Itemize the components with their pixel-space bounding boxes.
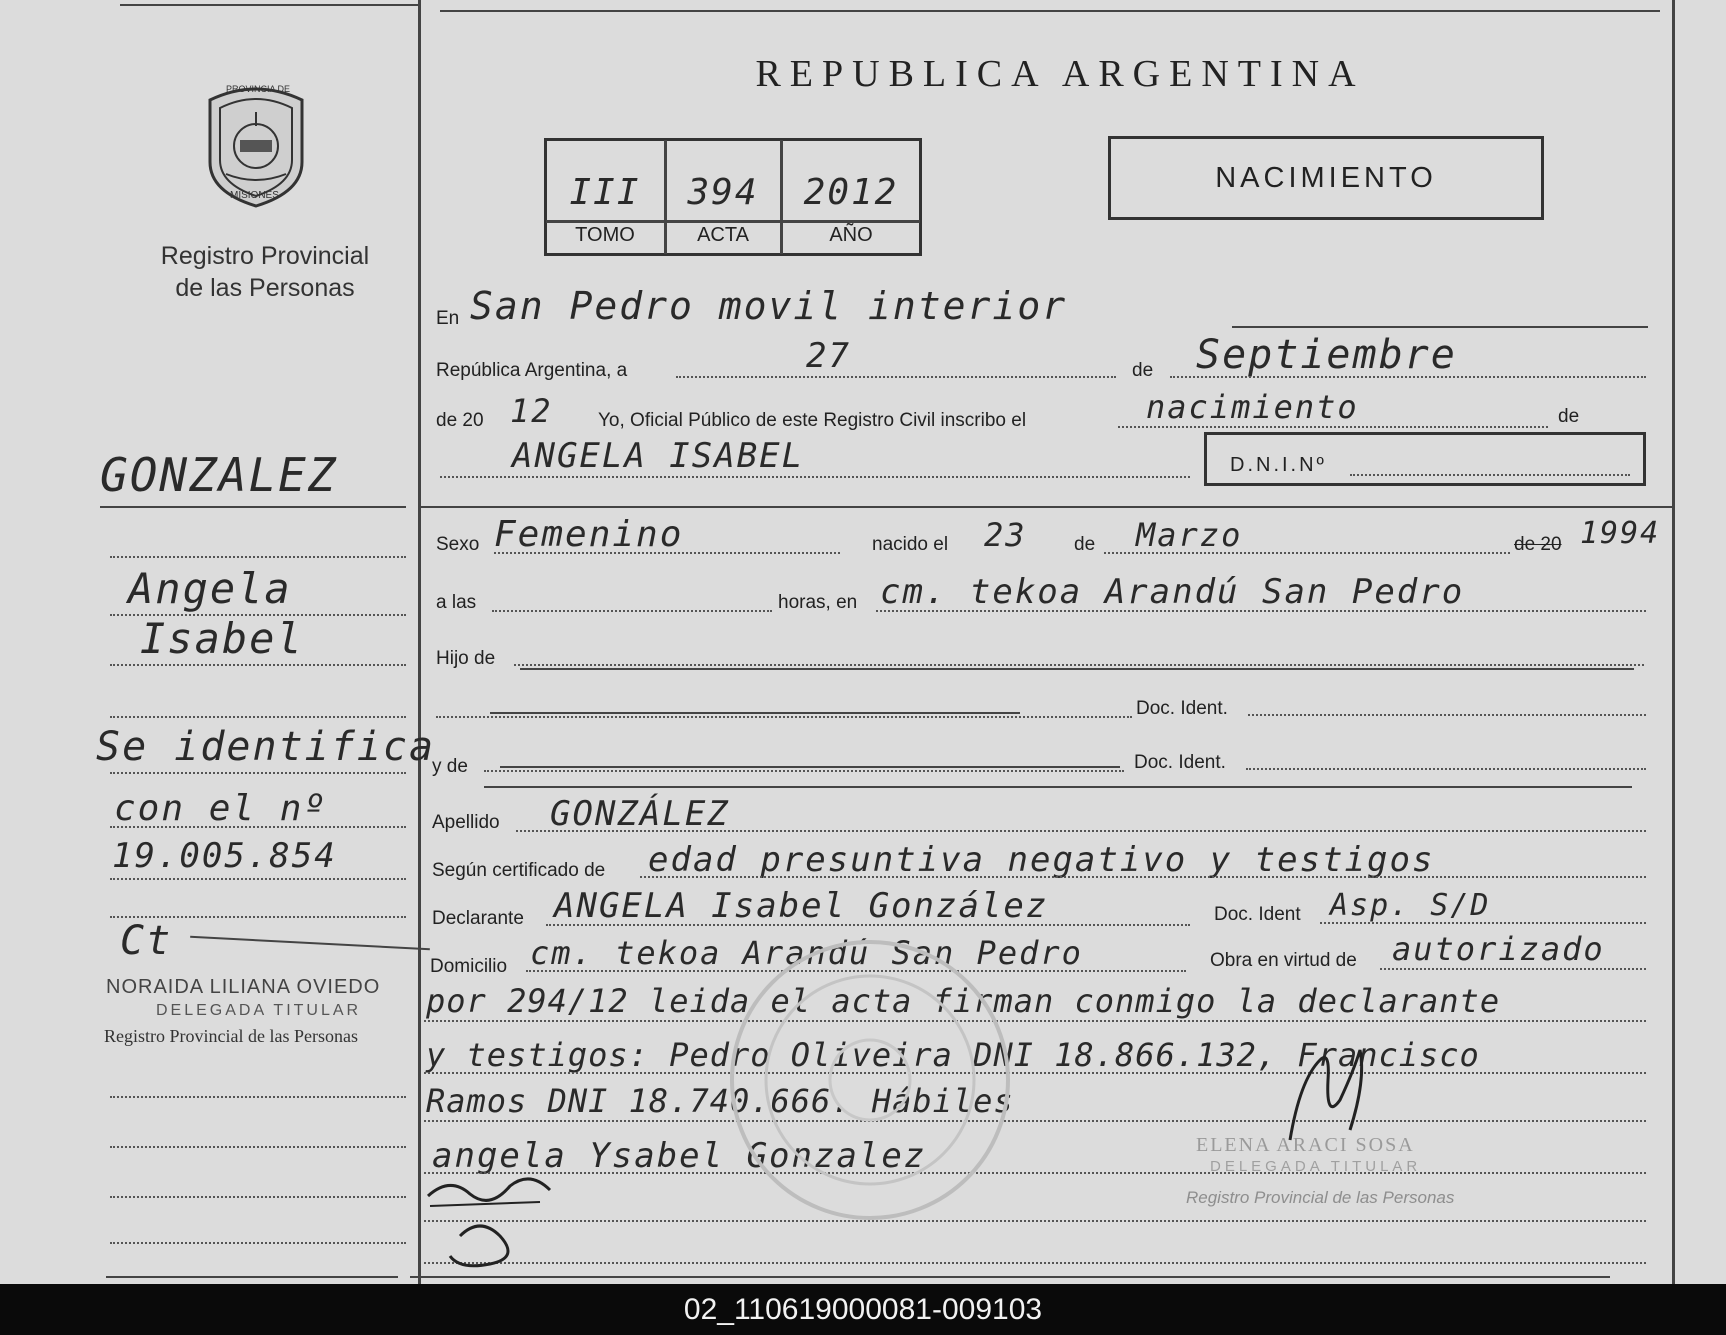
margin-rule: [110, 1146, 406, 1148]
hijo-label: Hijo de: [436, 648, 496, 669]
declarant-signature: angela Ysabel Gonzalez: [432, 1136, 927, 1176]
margin-rule: [110, 772, 406, 774]
margin-rule: [110, 664, 406, 666]
official-name: NORAIDA LILIANA OVIEDO: [106, 976, 381, 998]
notes-line-1: por 294/12 leida el acta firman conmigo la declarante: [426, 982, 1501, 1020]
margin-rule: [110, 1242, 406, 1244]
en-label: En: [436, 308, 460, 329]
margin-name-1: Angela: [128, 564, 292, 613]
birth-year-value: 1994: [1580, 516, 1661, 551]
form-rule: [484, 770, 1124, 772]
birth-day-value: 23: [984, 516, 1027, 554]
margin-note-4: Ct: [120, 918, 173, 964]
margin-rule: [110, 878, 406, 880]
sexo-value: Femenino: [494, 514, 684, 555]
acta-label: ACTA: [697, 224, 749, 246]
doc-ident-label: Doc. Ident.: [1136, 698, 1228, 719]
horas-label: horas, en: [778, 592, 858, 613]
form-rule: [424, 1072, 1646, 1074]
margin-name-2: Isabel: [140, 614, 304, 663]
registry-line-2: de las Personas: [175, 274, 355, 302]
de-label-3: de: [1074, 534, 1096, 555]
domicilio-label: Domicilio: [430, 956, 508, 977]
margin-rule: [110, 1196, 406, 1198]
form-rule: [1170, 376, 1646, 378]
given-names-value: ANGELA ISABEL: [512, 436, 805, 476]
declarante-label: Declarante: [432, 908, 524, 929]
day-value: 27: [806, 336, 851, 376]
form-rule: [514, 664, 1644, 666]
struck-line: [484, 786, 1632, 788]
segun-label: Según certificado de: [432, 860, 606, 881]
form-rule: [640, 876, 1646, 878]
form-rule: [424, 1020, 1646, 1022]
struck-line: [490, 712, 1020, 714]
margin-rule: [110, 556, 406, 558]
table-divider: [546, 220, 920, 223]
anio-value: 2012: [803, 172, 899, 213]
anio-label: AÑO: [829, 224, 873, 246]
seal-text-top: PROVINCIA DE: [226, 84, 291, 94]
table-divider: [780, 140, 783, 254]
form-rule: [492, 610, 772, 612]
doc-ident-label-2: Doc. Ident.: [1134, 752, 1226, 773]
section-rule: [420, 506, 1672, 508]
form-rule: [676, 376, 1116, 378]
margin-rule: [110, 716, 406, 718]
tomo-label: TOMO: [575, 224, 635, 246]
official-registry: Registro Provincial de las Personas: [104, 1026, 358, 1046]
alas-label: a las: [436, 592, 477, 613]
official-stamp-name: ELENA ARACI SOSA: [1196, 1134, 1415, 1156]
bottom-rule-left: [106, 1276, 398, 1278]
tomo-value: III: [569, 172, 641, 213]
margin-note-3: 19.005.854: [112, 836, 337, 876]
record-type-box: NACIMIENTO: [1108, 136, 1544, 220]
form-rule: [1104, 552, 1510, 554]
top-rule-right: [440, 10, 1660, 12]
birth-month-value: Marzo: [1136, 516, 1243, 554]
witness-signatures-icon: [420, 1166, 580, 1276]
margin-divider: [418, 0, 421, 1284]
struck-line: [500, 766, 1120, 768]
right-border: [1672, 0, 1675, 1284]
year-suffix-value: 12: [510, 392, 553, 430]
dni-rule: [1350, 474, 1630, 476]
declarante-doc-value: Asp. S/D: [1330, 888, 1491, 923]
de-label-2: de: [1558, 406, 1580, 427]
form-rule: [494, 552, 840, 554]
seal-text-bottom: MISIONES: [230, 190, 279, 201]
page-title: REPUBLICA ARGENTINA: [755, 53, 1365, 95]
yde-label: y de: [432, 756, 468, 777]
margin-note-1: Se identifica: [96, 724, 436, 770]
document-id-footer: 02_110619000081-009103: [0, 1284, 1726, 1335]
obra-value: autorizado: [1392, 930, 1605, 968]
margin-surname: GONZALEZ: [100, 448, 338, 502]
form-rule: [440, 476, 1190, 478]
apellido-label: Apellido: [432, 812, 500, 833]
registry-line-1: Registro Provincial: [160, 242, 370, 270]
de-label: de: [1132, 360, 1154, 381]
dni-label: D.N.I.Nº: [1230, 454, 1327, 476]
inscribo-label: Yo, Oficial Público de este Registro Civil inscribo el: [598, 410, 1027, 431]
certificado-value: edad presuntiva negativo y testigos: [648, 840, 1435, 880]
doc-ident-label-3: Doc. Ident: [1214, 904, 1301, 925]
republica-label: República Argentina, a: [436, 360, 628, 381]
official-stamp-registry: Registro Provincial de las Personas: [1186, 1188, 1455, 1207]
place-value: San Pedro movil interior: [470, 284, 1068, 328]
form-rule: [424, 1120, 1646, 1122]
acta-value: 394: [687, 172, 759, 213]
notes-line-2: y testigos: Pedro Oliveira DNI 18.866.132, Francisco: [426, 1036, 1480, 1074]
signature-stroke: [190, 936, 430, 951]
official-role: DELEGADA TITULAR: [156, 1002, 362, 1019]
table-divider: [664, 140, 667, 254]
registry-name: [120, 240, 410, 304]
top-rule-left: [120, 4, 418, 6]
nacido-label: nacido el: [872, 534, 949, 555]
struck-line: [520, 668, 1634, 670]
form-rule: [1320, 922, 1646, 924]
bottom-rule-right: [410, 1276, 1610, 1278]
form-rule: [1380, 968, 1646, 970]
margin-rule: [110, 1096, 406, 1098]
form-rule: [1118, 426, 1548, 428]
year-prefix-label: de 20: [436, 410, 484, 431]
form-rule: [436, 716, 1132, 718]
notes-line-3: Ramos DNI 18.740.666. Hábiles: [426, 1082, 1014, 1120]
form-rule: [876, 610, 1646, 612]
apellido-value: GONZÁLEZ: [550, 794, 730, 834]
margin-rule: [110, 826, 406, 828]
obra-label: Obra en virtud de: [1210, 950, 1357, 971]
inscribed-value: nacimiento: [1146, 388, 1359, 426]
domicilio-value: cm. tekoa Arandú San Pedro: [530, 934, 1083, 972]
form-rule: [424, 1262, 1646, 1264]
official-stamp-role: DELEGADA TITULAR: [1210, 1158, 1422, 1175]
birth-place-value: cm. tekoa Arandú San Pedro: [880, 572, 1465, 612]
de20-label: de 20: [1514, 534, 1562, 555]
declarante-value: ANGELA Isabel González: [554, 886, 1049, 926]
month-value: Septiembre: [1196, 332, 1457, 378]
misiones-seal-logo: [196, 82, 316, 212]
margin-note-2: con el nº: [114, 788, 328, 829]
form-rule: [424, 1220, 1646, 1222]
form-rule: [1248, 714, 1646, 716]
registry-stamp-icon: [720, 930, 1020, 1230]
form-rule: [424, 1172, 1646, 1174]
form-rule: [516, 830, 1646, 832]
form-rule: [1246, 768, 1646, 770]
sexo-label: Sexo: [436, 534, 480, 555]
form-rule: [1232, 326, 1648, 328]
form-rule: [546, 924, 1190, 926]
margin-rule: [100, 506, 406, 508]
